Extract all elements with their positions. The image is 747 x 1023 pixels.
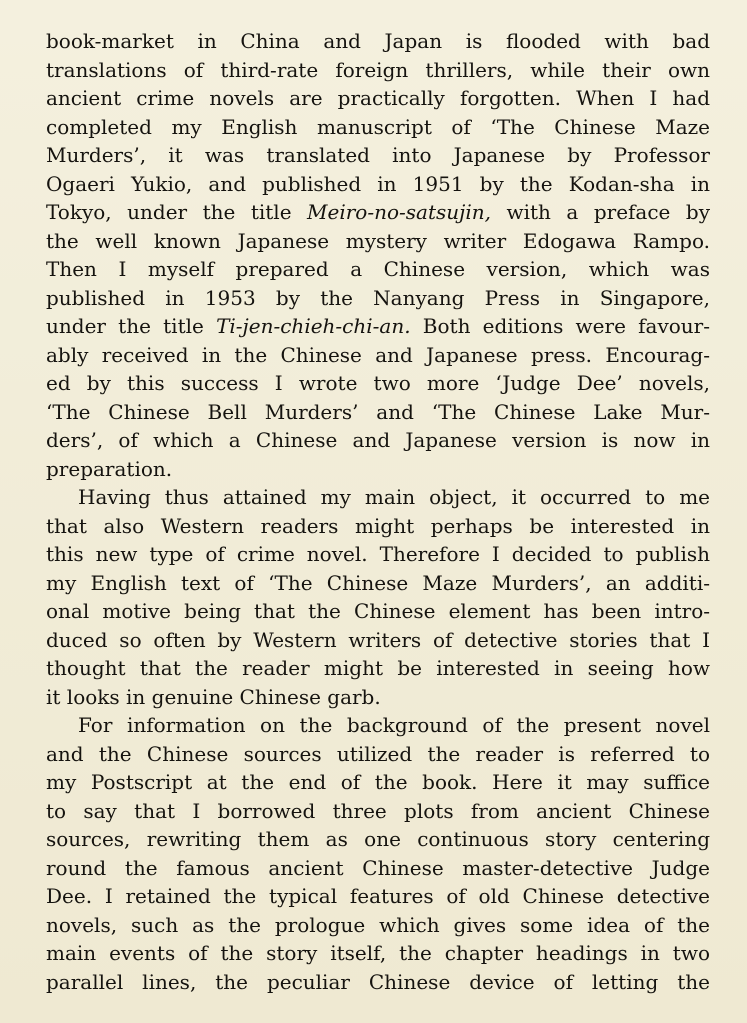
text-line-4: completed my English manuscript of ‘The Chinese Maze — [46, 114, 710, 139]
text-line-18: that also Western readers might perhaps be interested in — [46, 513, 710, 538]
text-line-19: this new type of crime novel. Therefore I decided to publish — [46, 542, 710, 566]
text-line-23: thought that the reader might be interested in seeing how — [46, 656, 710, 680]
text-line-13: ed by this success I wrote two more ‘Judge Dee’ novels, — [46, 371, 710, 395]
text-line-33: main events of the story itself, the chapter headings in two — [46, 941, 710, 965]
book-title-japanese: Meiro-no-satsujin, — [307, 200, 491, 224]
text-line-28: to say that I borrowed three plots from ancient Chinese — [46, 798, 710, 823]
book-title-chinese: Ti-jen-chieh-chi-an. — [216, 314, 411, 338]
text-line-22: duced so often by Western writers of detective stories that I — [46, 627, 710, 652]
text-line-9: Then I myself prepared a Chinese version, which was — [46, 257, 710, 281]
body-text — [46, 27, 710, 996]
text-line-32: novels, such as the prologue which gives some idea of the — [46, 912, 710, 937]
text-line-24: it looks in genuine Chinese garb. — [46, 684, 381, 709]
text-line-17: Having thus attained my main object, it occurred to me — [78, 485, 710, 509]
text-run: Tokyo, under the title — [46, 200, 308, 224]
text-line-10: published in 1953 by the Nanyang Press in Singapore, — [46, 285, 710, 310]
text-run: with a preface by — [491, 200, 710, 224]
text-line-26: and the Chinese sources utilized the reader is referred to — [46, 741, 710, 766]
text-line-8: the well known Japanese mystery writer Edogawa Rampo. — [46, 228, 710, 253]
text-line-21: onal motive being that the Chinese element has been intro- — [46, 599, 710, 623]
text-line-12: ably received in the Chinese and Japanese press. Encourag- — [46, 342, 710, 367]
text-line-2: translations of third-rate foreign thrillers, while their own — [46, 57, 710, 82]
text-run: Both editions were favour- — [410, 314, 710, 338]
text-line-31: Dee. I retained the typical features of old Chinese detective — [46, 884, 710, 908]
text-line-5: Murders’, it was translated into Japanese by Professor — [46, 143, 710, 167]
text-line-25: For information on the background of the present novel — [78, 713, 710, 737]
text-line-7 — [46, 198, 710, 227]
text-line-1: book-market in China and Japan is flooded with bad — [46, 29, 710, 53]
text-run: under the title — [46, 314, 217, 338]
text-line-16: preparation. — [46, 456, 173, 481]
text-line-15: ders’, of which a Chinese and Japanese version is now in — [46, 428, 710, 452]
text-line-3: ancient crime novels are practically forgotten. When I had — [46, 86, 710, 110]
text-line-14: ‘The Chinese Bell Murders’ and ‘The Chinese Lake Mur- — [46, 399, 710, 424]
text-line-27: my Postscript at the end of the book. Here it may suffice — [46, 770, 710, 794]
text-line-34: parallel lines, the peculiar Chinese device of letting the — [46, 969, 710, 994]
text-line-29: sources, rewriting them as one continuous story centering — [46, 827, 710, 851]
text-line-20: my English text of ‘The Chinese Maze Murders’, an additi- — [46, 570, 710, 595]
text-line-30: round the famous ancient Chinese master-detective Judge — [46, 855, 710, 880]
text-line-11 — [46, 312, 710, 341]
text-line-6: Ogaeri Yukio, and published in 1951 by the Kodan-sha in — [46, 171, 710, 196]
